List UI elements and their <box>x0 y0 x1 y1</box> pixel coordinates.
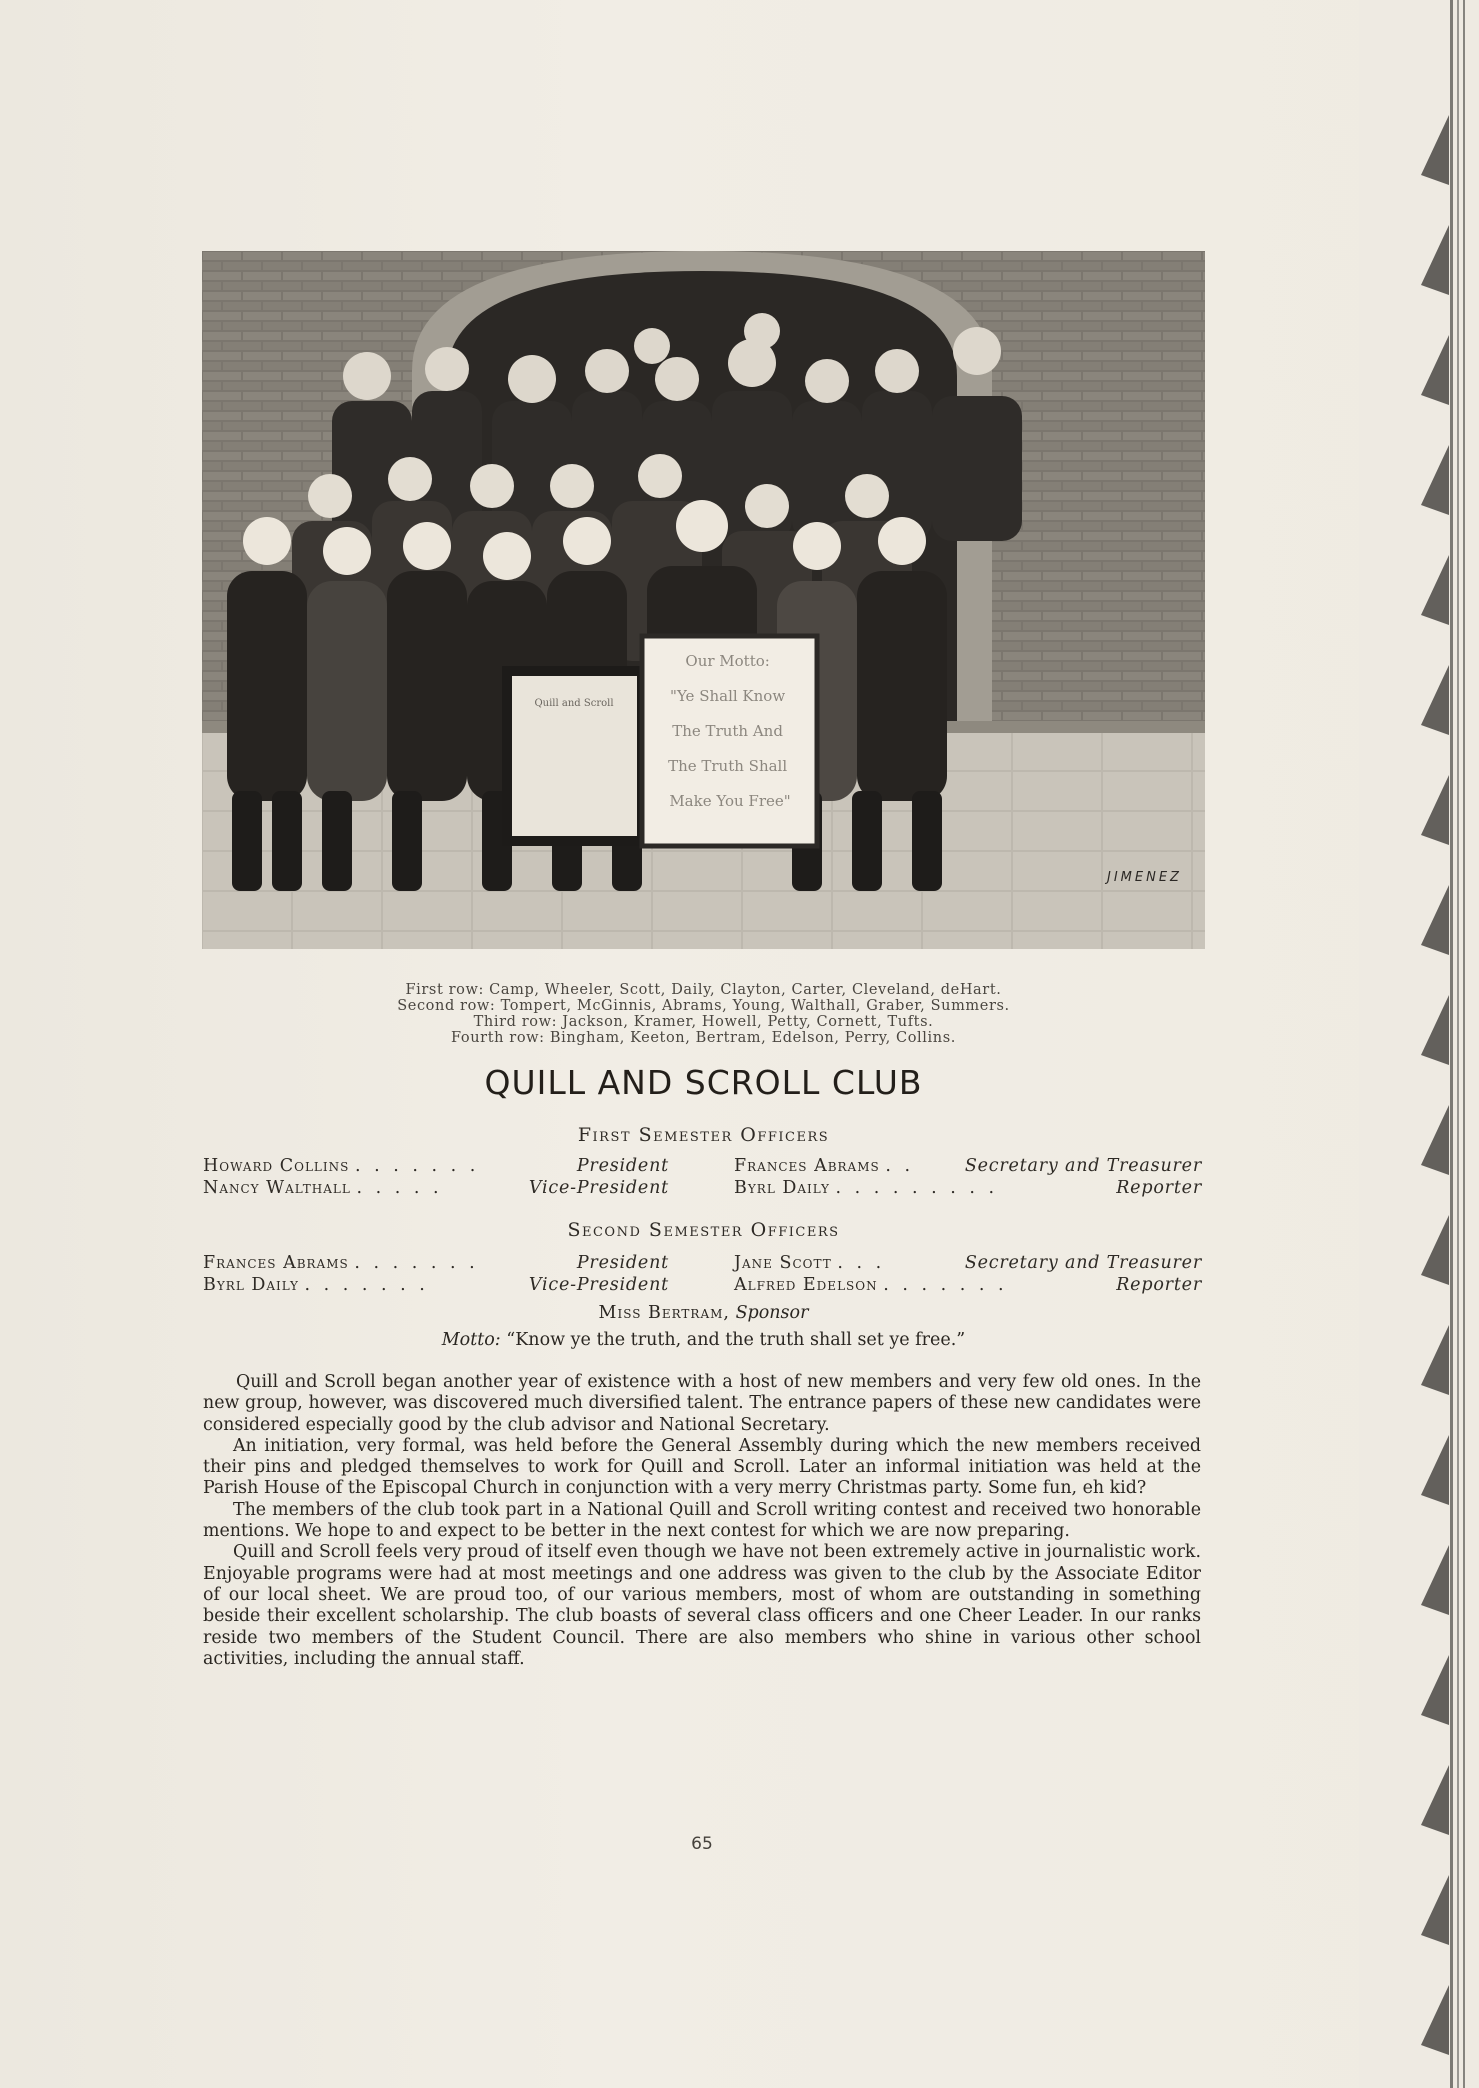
officer-role: President <box>576 1156 669 1176</box>
caption-line: First row: Camp, Wheeler, Scott, Daily, Clayton, Carter, Cleveland, deHart. <box>405 982 1002 998</box>
officer-name: Alfred Edelson <box>734 1275 878 1295</box>
second-semester-right-officers: Jane Scott . . . Secretary and Treasurer Alfred Edelson . . . . . . . Reporter <box>734 1253 1202 1295</box>
certificate-text: Quill and Scroll <box>534 698 614 709</box>
motto-line <box>202 1330 1205 1350</box>
officer-role: Vice-President <box>528 1178 669 1198</box>
second-semester-left-officers: Frances Abrams . . . . . . . President Byrl Daily . . . . . . . Vice-President <box>203 1253 669 1295</box>
motto-sign-line: Make You Free" <box>669 792 791 810</box>
page-title: QUILL AND SCROLL CLUB <box>484 1063 923 1102</box>
officer-role: Vice-President <box>528 1275 669 1295</box>
sponsor-name: Miss Bertram, <box>598 1303 730 1323</box>
sponsor-role: Sponsor <box>735 1303 809 1323</box>
motto-label: Motto: <box>441 1330 501 1350</box>
photo-caption <box>202 982 1205 1046</box>
officer-name: Nancy Walthall <box>203 1178 351 1198</box>
officer-role: President <box>576 1253 669 1273</box>
second-semester-heading: Second Semester Officers <box>567 1219 840 1241</box>
motto-sign-line: "Ye Shall Know <box>670 687 786 705</box>
page-binding-edge <box>1359 0 1479 2088</box>
motto-text: “Know ye the truth, and the truth shall set ye free.” <box>506 1330 966 1350</box>
officer-role: Reporter <box>1116 1275 1202 1295</box>
officer-role: Reporter <box>1116 1178 1202 1198</box>
caption-line: Third row: Jackson, Kramer, Howell, Petty, Cornett, Tufts. <box>473 1014 934 1030</box>
photographer-signature: JIMENEZ <box>1107 870 1182 885</box>
caption-line: Fourth row: Bingham, Keeton, Bertram, Edelson, Perry, Collins. <box>451 1030 956 1046</box>
officer-name: Howard Collins <box>203 1156 350 1176</box>
certificate-sign <box>502 666 647 846</box>
sponsor-line <box>202 1303 1205 1323</box>
officer-role: Secretary and Treasurer <box>964 1253 1202 1273</box>
first-semester-left-officers: Howard Collins . . . . . . . President Nancy Walthall . . . . . Vice-President <box>203 1156 669 1198</box>
motto-sign-line: The Truth And <box>672 722 783 740</box>
paragraph: Quill and Scroll began another year of existence with a host of new members and very few old ones. In the new group, however, was discovered much diversified talent. The entrance papers of these new candidates were considered especially good by the club advisor and National Secretary. <box>203 1372 1201 1435</box>
paragraph: An initiation, very formal, was held before the General Assembly during which the new members received their pins and pledged themselves to work for Quill and Scroll. Later an informal initiation was held at the Parish House of the Episcopal Church in conjunction with a very merry Christmas party. Some fun, eh kid? <box>203 1435 1201 1499</box>
page-number: 65 <box>691 1834 713 1854</box>
motto-sign-line: The Truth Shall <box>668 757 788 775</box>
first-semester-right-officers: Frances Abrams . . Secretary and Treasurer Byrl Daily . . . . . . . . . Reporter <box>734 1156 1202 1198</box>
officer-role: Secretary and Treasurer <box>964 1156 1202 1176</box>
first-semester-heading: First Semester Officers <box>577 1124 830 1146</box>
article-body <box>203 1372 1201 1670</box>
officer-name: Jane Scott <box>734 1253 832 1273</box>
motto-sign-line: Our Motto: <box>685 652 770 670</box>
officer-name: Frances Abrams <box>734 1156 880 1176</box>
officer-name: Byrl Daily <box>734 1178 830 1198</box>
paragraph: The members of the club took part in a National Quill and Scroll writing contest and received two honorable mentions. We hope to and expect to be better in the next contest for which we are now preparing. <box>203 1499 1201 1542</box>
caption-line: Second row: Tompert, McGinnis, Abrams, Young, Walthall, Graber, Summers. <box>397 998 1010 1014</box>
officer-name: Byrl Daily <box>203 1275 299 1295</box>
group-photo <box>202 251 1205 949</box>
officer-name: Frances Abrams <box>203 1253 349 1273</box>
paragraph: Quill and Scroll feels very proud of itself even though we have not been extremely active in journalistic work. Enjoyable programs were had at most meetings and one address was given to the club by the Associate Editor of our local sheet. We are proud too, of our various members, most of whom are outstanding in something beside their excellent scholarship. The club boasts of several class officers and one Cheer Leader. In our ranks reside two members of the Student Council. There are also members who shine in various other school activities, including the annual staff. <box>203 1542 1201 1669</box>
